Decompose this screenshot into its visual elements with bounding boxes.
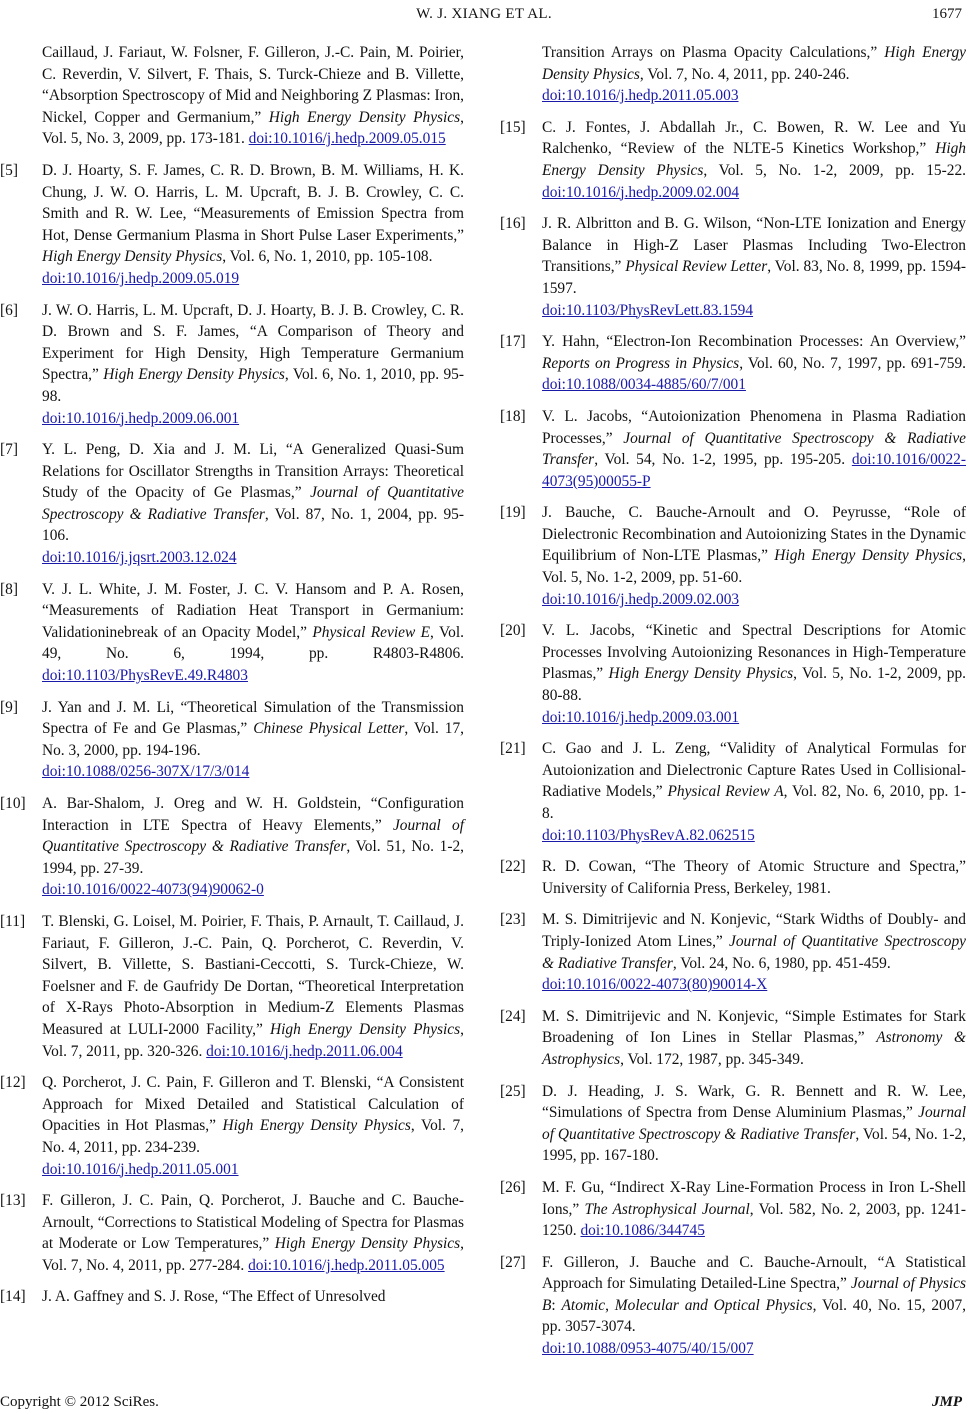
reference-text: , Vol. 5, No. 1-2, 2009, pp. 80-88. (542, 665, 966, 705)
doi-link[interactable]: doi:10.1016/j.hedp.2009.05.015 (248, 130, 446, 148)
reference-source-title: Atomic (561, 1296, 606, 1314)
page-header (0, 6, 968, 30)
reference-text: : (551, 1296, 562, 1314)
doi-link[interactable]: doi:10.1103/PhysRevA.82.062515 (542, 826, 755, 844)
reference-number: [25] (500, 1082, 526, 1100)
reference-text: Q. Porcherot, J. C. Pain, F. Gilleron and T. Blenski, “A Consistent Approach for Mixed Detailed and Statistical Calculation of Opacities in Hot Plasmas,” (42, 1074, 464, 1135)
reference-number: [17] (500, 333, 526, 351)
reference-source-title: The Astrophysical Journal (584, 1200, 750, 1218)
reference-entry (0, 579, 464, 687)
reference-number: [13] (0, 1192, 26, 1210)
reference-entry (0, 1286, 464, 1308)
left-reference-column (0, 42, 464, 1318)
reference-number: [12] (0, 1074, 26, 1092)
reference-text: J. Bauche, C. Bauche-Arnoult and O. Peyrusse, “Role of Dielectronic Recombination and Autoionizing States in the Dynamic Equilibrium of Non-LTE Plasmas,” (542, 504, 966, 565)
reference-text: Transition Arrays on Plasma Opacity Calculations,” (542, 44, 885, 61)
doi-link[interactable]: doi:10.1016/j.hedp.2009.02.003 (542, 590, 740, 608)
reference-source-title: Astronomy & Astrophysics (542, 1029, 966, 1068)
reference-text: R. D. Cowan, “The Theory of Atomic Structure and Spectra,” University of California Press, Berkeley, 1981. (542, 858, 966, 897)
reference-entry (500, 213, 966, 321)
reference-number: [21] (500, 740, 526, 758)
doi-link[interactable]: doi:10.1016/j.hedp.2009.03.001 (542, 708, 740, 726)
reference-source-title: Molecular and Optical Physics (614, 1296, 813, 1314)
doi-link[interactable]: doi:10.1088/0256-307X/17/3/014 (42, 763, 250, 781)
reference-text: M. S. Dimitrijevic and N. Konjevic, “Stark Widths of Doubly- and Triply-Ionized Atom Lines,” (542, 911, 966, 950)
reference-number: [6] (0, 301, 18, 319)
reference-source-title: Journal of Quantitative Spectroscopy & Radiative Transfer (42, 816, 464, 856)
reference-number: [9] (0, 698, 18, 716)
reference-number: [19] (500, 504, 526, 522)
reference-entry (0, 1072, 464, 1180)
reference-number: [16] (500, 215, 526, 233)
reference-entry (500, 42, 966, 107)
doi-link[interactable]: doi:10.1016/j.hedp.2011.05.001 (42, 1160, 239, 1178)
reference-text: , Vol. 7, No. 4, 2011, pp. 277-284. (42, 1235, 464, 1274)
reference-entry (500, 117, 966, 203)
doi-link[interactable]: doi:10.1016/j.jqsrt.2003.12.024 (42, 549, 237, 567)
reference-source-title: High Energy Density Physics (542, 140, 966, 179)
reference-text: D. J. Hoarty, S. F. James, C. R. D. Brown, B. M. Williams, H. K. Chung, J. W. O. Harris, L. M. Upcraft, B. J. B. Crowley, C. C. Smith and R. W. Lee, “Measurements of Emission Spectra from Hot, Dense Germanium Plasma in Short Pulse Laser Experiments,” (42, 161, 464, 244)
reference-text: , Vol. 582, No. 2, 2003, pp. 1241-1250. (542, 1200, 966, 1240)
reference-text: M. S. Dimitrijevic and N. Konjevic, “Simple Estimates for Stark Broadening of Ion Lines in Stellar Plasmas,” (542, 1007, 966, 1047)
doi-link[interactable]: doi:10.1016/j.hedp.2009.05.019 (42, 269, 240, 287)
reference-entry (0, 911, 464, 1062)
reference-text: , Vol. 5, No. 3, 2009, pp. 173-181. (42, 108, 464, 148)
reference-source-title: Journal of Quantitative Spectroscopy & Radiative Transfer (42, 484, 465, 523)
reference-source-title: Physical Review A (667, 783, 784, 801)
reference-text: J. W. O. Harris, L. M. Upcraft, D. J. Hoarty, B. J. B. Crowley, C. R. D. Brown and S. F. James, “A Comparison of Theory and Experiment for High Density, High Temperature Germanium Spectra,” (42, 301, 464, 384)
reference-entry (0, 439, 464, 569)
reference-source-title: Chinese Physical Letter (253, 720, 405, 738)
reference-text: , Vol. 7, 2011, pp. 320-326. (42, 1020, 464, 1060)
reference-number: [7] (0, 441, 18, 459)
reference-number: [27] (500, 1253, 526, 1271)
reference-number: [18] (500, 407, 526, 425)
reference-entry (500, 1006, 966, 1071)
reference-number: [11] (0, 912, 26, 930)
reference-text: , Vol. 6, No. 1, 2010, pp. 95-98. (42, 366, 464, 405)
reference-entry (500, 502, 966, 610)
reference-entry (0, 300, 464, 430)
reference-text: , Vol. 17, No. 3, 2000, pp. 194-196. (42, 720, 465, 759)
reference-text: D. J. Heading, J. S. Wark, G. R. Bennett and R. W. Lee, “Simulations of Spectra from Dense Aluminium Plasmas,” (542, 1082, 966, 1122)
reference-number: [15] (500, 118, 526, 136)
reference-text: , Vol. 82, No. 6, 2010, pp. 1-8. (542, 783, 967, 822)
reference-text: T. Blenski, G. Loisel, M. Poirier, F. Thais, P. Arnault, T. Caillaud, J. Fariaut, F. Gilleron, J.-C. Pain, Q. Porcherot, C. Reverdin, V. Silvert, B. Villette, S. Bastiani-Ceccotti, S. Turck-Chieze, W. Foelsner and F. de Gaufridy De Dortan, “Theoretical Interpretation of X-Rays Photo-Absorption in Medium-Z Elements Plasmas Measured at LULI-2000 Facility,” (42, 912, 464, 1038)
running-title: W. J. XIANG ET AL. (416, 6, 552, 22)
doi-link[interactable]: doi:10.1016/j.hedp.2009.06.001 (42, 409, 240, 427)
journal-abbreviation: JMP (932, 1394, 962, 1410)
reference-number: [26] (500, 1178, 526, 1196)
reference-source-title: High Energy Density Physics (222, 1117, 411, 1135)
reference-number: [10] (0, 795, 26, 812)
reference-source-title: High Energy Density Physics (774, 547, 963, 565)
reference-text: C. Gao and J. L. Zeng, “Validity of Analytical Formulas for Autoionization and Dielectronic Capture Rates Used in Collisional-Radiative Models,” (542, 740, 966, 801)
doi-link[interactable]: doi:10.1088/0953-4075/40/15/007 (542, 1340, 754, 1358)
reference-text: , Vol. 5, No. 1-2, 2009, pp. 15-22. (703, 161, 966, 179)
reference-source-title: High Energy Density Physics (268, 108, 461, 126)
reference-source-title: High Energy Density Physics (608, 665, 794, 683)
reference-number: [22] (500, 858, 526, 876)
reference-entry (0, 793, 464, 901)
doi-link[interactable]: doi:10.1103/PhysRevLett.83.1594 (542, 301, 754, 319)
reference-text: , Vol. 24, No. 6, 1980, pp. 451-459. (672, 954, 891, 972)
reference-number: [23] (500, 911, 526, 929)
reference-source-title: High Energy Density Physics (274, 1235, 461, 1253)
reference-entry (500, 406, 966, 492)
reference-entry (0, 697, 464, 783)
reference-text: , Vol. 172, 1987, pp. 345-349. (620, 1050, 804, 1068)
reference-entry (0, 160, 464, 290)
doi-link[interactable]: doi:10.1086/344745 (580, 1222, 705, 1240)
reference-text: , Vol. 5, No. 1-2, 2009, pp. 51-60. (542, 547, 966, 587)
doi-link[interactable]: doi:10.1016/0022-4073(94)90062-0 (42, 881, 264, 899)
reference-text: V. J. L. White, J. M. Foster, J. C. V. Hansom and P. A. Rosen, “Measurements of Radiation Heat Transport in Germanium: Validationinebreak of an Opacity Model,” (42, 580, 464, 641)
doi-link[interactable]: doi:10.1016/j.hedp.2009.02.004 (542, 183, 740, 201)
reference-entry (0, 42, 464, 150)
reference-text: , Vol. 87, No. 1, 2004, pp. 95-106. (42, 505, 464, 545)
reference-number: [20] (500, 622, 526, 640)
reference-text: Caillaud, J. Fariaut, W. Folsner, F. Gilleron, J.-C. Pain, M. Poirier, C. Reverdin, V. Silvert, F. Thais, S. Turck-Chieze and B. Villette, “Absorption Spectroscopy of Mid and Neighboring Z Plasmas: Iron, Nickel, Copper and Germanium,” (42, 44, 464, 126)
doi-link[interactable]: doi:10.1088/0034-4885/60/7/001 (542, 376, 746, 394)
reference-text: , Vol. 54, No. 1-2, 1995, pp. 195-205. (594, 451, 852, 469)
reference-source-title: Journal of Quantitative Spectroscopy & Radiative Transfer (542, 429, 966, 469)
reference-text: V. L. Jacobs, “Kinetic and Spectral Descriptions for Atomic Processes Involving Autoionizing Resonances in High-Temperature Plasmas,” (542, 622, 966, 683)
reference-source-title: Physical Review Letter (625, 258, 768, 276)
doi-link[interactable]: doi:10.1016/0022-4073(80)90014-X (542, 976, 768, 994)
reference-text: Y. Hahn, “Electron-Ion Recombination Processes: An Overview,” (542, 333, 966, 351)
doi-link[interactable]: doi:10.1016/j.hedp.2011.05.005 (248, 1256, 445, 1274)
reference-text: , Vol. 40, No. 15, 2007, pp. 3057-3074. (542, 1296, 966, 1336)
reference-entry (500, 331, 966, 396)
doi-link[interactable]: doi:10.1103/PhysRevE.49.R4803 (42, 667, 248, 685)
reference-entry (500, 738, 966, 846)
reference-entry (500, 856, 966, 899)
reference-source-title: Journal of Quantitative Spectroscopy & Radiative Transfer (542, 1104, 966, 1143)
reference-number: [8] (0, 580, 18, 598)
right-reference-column (500, 42, 966, 1370)
reference-text: F. Gilleron, J. Bauche and C. Bauche-Arnoult, “A Statistical Approach for Simulating Detailed-Line Spectra,” (542, 1253, 966, 1293)
reference-text: , Vol. 6, No. 1, 2010, pp. 105-108. (222, 248, 433, 266)
reference-text: J. A. Gaffney and S. J. Rose, “The Effect of Unresolved (42, 1288, 386, 1306)
reference-text: C. J. Fontes, J. Abdallah Jr., C. Bowen, R. W. Lee and Yu Ralchenko, “Review of the NLTE-5 Kinetics Workshop,” (542, 118, 966, 158)
reference-entry (500, 1081, 966, 1167)
reference-entry (500, 909, 966, 995)
copyright-notice: Copyright © 2012 SciRes. (0, 1394, 159, 1410)
reference-text: , Vol. 7, No. 4, 2011, pp. 240-246. (639, 65, 850, 83)
doi-link[interactable]: doi:10.1016/j.hedp.2011.05.003 (542, 87, 739, 105)
reference-source-title: Journal of Physics B (542, 1275, 966, 1314)
reference-text: A. Bar-Shalom, J. Oreg and W. H. Goldstein, “Configuration Interaction in LTE Spectra of Heavy Elements,” (42, 795, 464, 834)
reference-source-title: High Energy Density Physics (542, 44, 966, 83)
reference-source-title: Journal of Quantitative Spectroscopy & Radiative Transfer (542, 932, 966, 972)
reference-source-title: Physical Review E (312, 623, 431, 641)
reference-text: Y. L. Peng, D. Xia and J. M. Li, “A Generalized Quasi-Sum Relations for Oscillator Strengths in Transition Arrays: Theoretical Study of the Opacity of Ge Plasmas,” (42, 441, 464, 502)
reference-text: J. Yan and J. M. Li, “Theoretical Simulation of the Transmission Spectra of Fe and Ge Plasmas,” (42, 698, 464, 738)
reference-text: J. R. Albritton and B. G. Wilson, “Non-LTE Ionization and Energy Balance in High-Z Laser Plasmas Including Two-Electron Transitions,” (542, 215, 966, 276)
reference-text: M. F. Gu, “Indirect X-Ray Line-Formation Process in Iron L-Shell Ions,” (542, 1178, 966, 1218)
reference-entry (500, 1252, 966, 1360)
reference-source-title: High Energy Density Physics (103, 366, 285, 384)
reference-source-title: High Energy Density Physics (42, 248, 223, 266)
reference-text: , Vol. 54, No. 1-2, 1995, pp. 167-180. (542, 1125, 966, 1165)
reference-source-title: Reports on Progress in Physics (542, 354, 740, 372)
doi-link[interactable]: doi:10.1016/0022-4073(95)00055-P (542, 451, 966, 490)
reference-text: , Vol. 7, No. 4, 2011, pp. 234-239. (42, 1117, 464, 1156)
reference-entry (500, 1177, 966, 1242)
page-number: 1677 (932, 6, 962, 22)
reference-entry (500, 620, 966, 728)
reference-text: , Vol. 49, No. 6, 1994, pp. R4803-R4806. (42, 623, 464, 663)
reference-text: , Vol. 83, No. 8, 1999, pp. 1594-1597. (542, 258, 966, 297)
reference-number: [24] (500, 1007, 526, 1025)
reference-text: , Vol. 51, No. 1-2, 1994, pp. 27-39. (42, 838, 464, 877)
reference-text: F. Gilleron, J. C. Pain, Q. Porcherot, J. Bauche and C. Bauche-Arnoult, “Corrections to Statistical Modeling of Spectra for Plasmas at Moderate or Low Temperatures,” (42, 1192, 464, 1253)
reference-source-title: High Energy Density Physics (270, 1020, 461, 1038)
reference-text: , (605, 1296, 615, 1314)
reference-text: , Vol. 60, No. 7, 1997, pp. 691-759. (739, 354, 966, 372)
reference-number: [14] (0, 1288, 26, 1306)
reference-text: V. L. Jacobs, “Autoionization Phenomena in Plasma Radiation Processes,” (542, 407, 966, 447)
reference-entry (0, 1190, 464, 1276)
doi-link[interactable]: doi:10.1016/j.hedp.2011.06.004 (206, 1042, 403, 1060)
reference-number: [5] (0, 161, 18, 179)
